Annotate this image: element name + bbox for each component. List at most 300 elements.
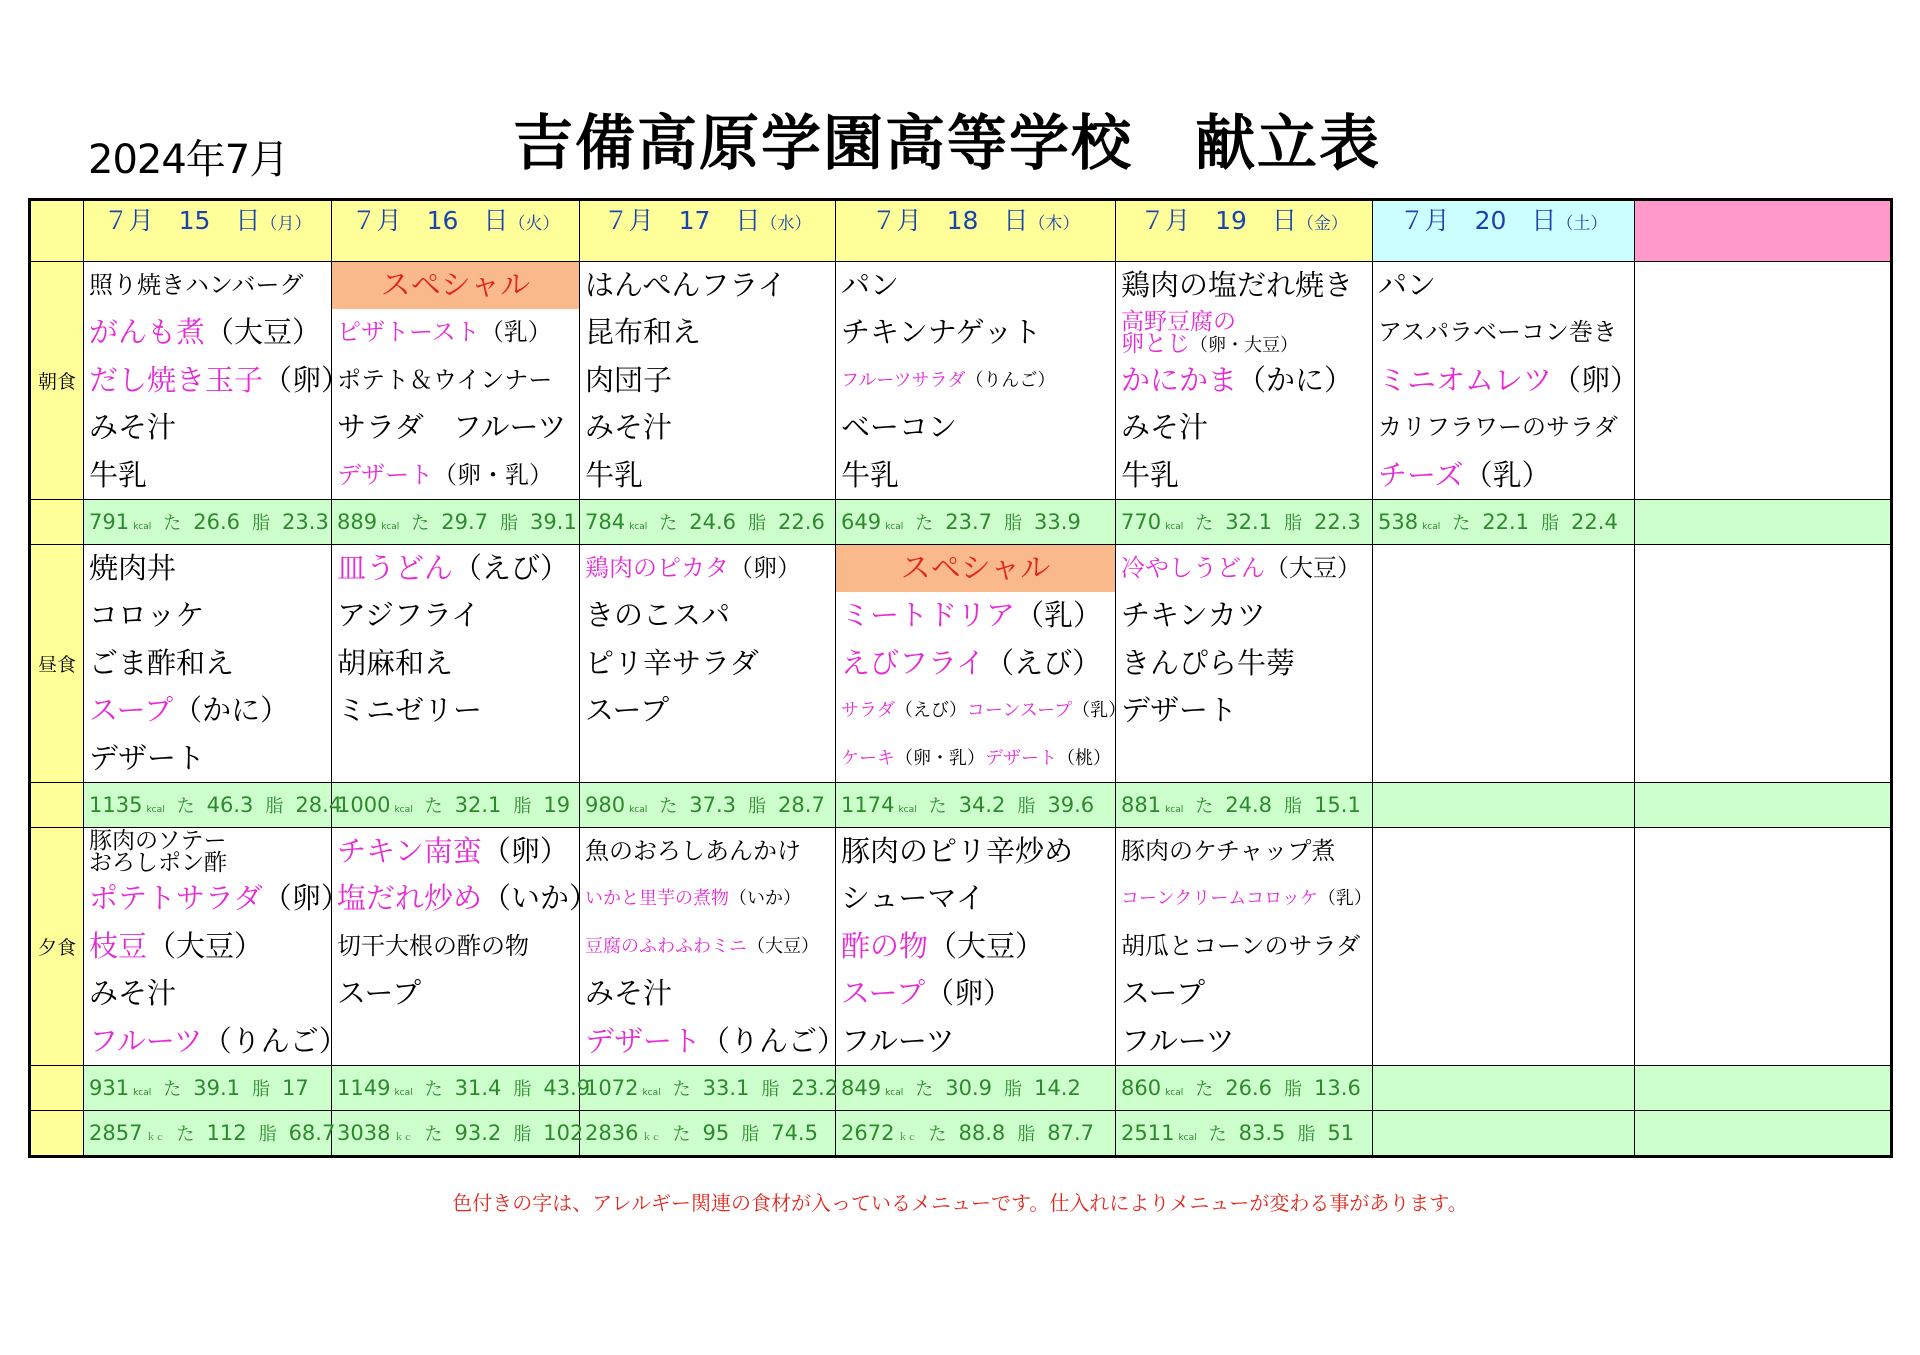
nutrition-values — [332, 1120, 584, 1146]
menu-item-text: パン — [841, 268, 900, 302]
fat-mark: 脂 — [761, 1079, 780, 1100]
kcal-unit: kcal — [1165, 522, 1184, 532]
menu-item-line: 豚肉のソテー — [89, 828, 227, 854]
menu-cell — [836, 545, 1127, 783]
kcal-value: 538 — [1378, 510, 1419, 534]
fat-mark: 脂 — [252, 513, 271, 534]
allergen-item: デザート — [585, 1023, 702, 1058]
menu-item — [332, 875, 599, 922]
nutrition-cell — [1635, 1111, 1892, 1157]
nutrition-cell — [580, 1066, 839, 1111]
nutrition-values — [580, 509, 835, 535]
total-label — [30, 1111, 84, 1157]
page-title: 吉備高原学園高等学校 献立表 — [513, 109, 1381, 179]
menu-item-text: 鶏肉の塩だれ焼き — [1121, 268, 1354, 302]
fat-mark: 脂 — [748, 796, 767, 817]
menu-cell — [84, 545, 332, 783]
month-label: 2024年7月 — [88, 137, 289, 183]
menu-item — [84, 592, 331, 639]
menu-item — [332, 309, 579, 356]
menu-cell — [1635, 828, 1892, 1066]
menu-item-text: みそ汁 — [585, 976, 673, 1011]
kcal-unit: kcal — [1178, 1133, 1197, 1143]
menu-item — [580, 875, 835, 922]
fat-mark: 脂 — [1004, 1079, 1023, 1100]
menu-item — [84, 452, 331, 499]
day-number: 17 — [678, 206, 711, 235]
menu-item — [84, 875, 350, 922]
protein-mark: た — [411, 513, 430, 534]
fat-mark: 脂 — [265, 796, 284, 817]
menu-item — [836, 357, 1115, 404]
kcal-value: 2836 — [585, 1121, 639, 1145]
allergen-note: （りんご） — [202, 1023, 348, 1058]
menu-item — [1373, 262, 1634, 309]
allergen-note: （かに） — [1237, 362, 1354, 397]
day-month: ７月 — [871, 206, 922, 235]
kcal-unit: kcal — [1165, 805, 1184, 815]
menu-item-text: きんぴら牛蒡 — [1121, 645, 1296, 680]
menu-item — [1116, 875, 1372, 922]
fat-value: 43.9 — [543, 1076, 591, 1100]
nutrition-cell — [580, 783, 836, 828]
menu-cell — [1116, 262, 1373, 500]
fat-mark: 脂 — [1284, 513, 1303, 534]
menu-item-text: サラダ フルーツ — [337, 410, 567, 445]
nutrition-values — [1373, 509, 1634, 535]
kcal-value: 1000 — [337, 793, 391, 817]
allergen-note: （いか） — [729, 888, 801, 910]
kcal-unit: ｋｃ — [642, 1133, 661, 1143]
fat-mark: 脂 — [513, 1079, 532, 1100]
nutrition-values — [836, 509, 1115, 535]
menu-item — [332, 640, 579, 687]
menu-item-line: 卵とじ — [1121, 331, 1190, 358]
menu-item — [332, 545, 579, 592]
allergen-item: サラダ — [841, 700, 895, 722]
nutrition-cell — [1116, 1111, 1373, 1157]
allergen-item: 枝豆 — [89, 928, 148, 963]
fat-mark: 脂 — [258, 1124, 277, 1145]
day-of-week: （月） — [260, 214, 312, 234]
menu-item-text: スープ — [585, 693, 670, 728]
menu-item — [84, 309, 331, 356]
menu-item-line: おろしポン酢 — [89, 850, 227, 876]
menu-cell — [84, 262, 351, 500]
menu-item — [836, 970, 1115, 1017]
nutrition-cell — [836, 783, 1116, 828]
meal-row — [30, 262, 1892, 500]
menu-item — [836, 309, 1115, 356]
protein-value: 24.8 — [1225, 793, 1273, 817]
allergen-note: （桃） — [1057, 747, 1111, 769]
extra-header — [1635, 200, 1892, 262]
menu-item-text: みそ汁 — [1121, 410, 1209, 445]
allergen-item: チキン南蛮 — [337, 834, 482, 868]
kcal-unit: kcal — [1165, 1088, 1184, 1098]
menu-item-text: 牛乳 — [841, 457, 900, 492]
menu-item — [1373, 357, 1640, 404]
menu-item — [836, 735, 1115, 782]
day-suffix: 日 — [1271, 206, 1297, 235]
menu-cell — [836, 262, 1116, 500]
kcal-unit: kcal — [133, 1088, 152, 1098]
kcal-value: 860 — [1121, 1076, 1162, 1100]
allergen-item: コーンスープ — [966, 700, 1073, 722]
day-month: ７月 — [1399, 206, 1450, 235]
allergen-item: スープ — [89, 693, 174, 728]
kcal-value: 784 — [585, 510, 626, 534]
menu-item — [1116, 545, 1372, 592]
kcal-unit: ｋｃ — [146, 1133, 165, 1143]
nutrition-values — [836, 1075, 1115, 1101]
kcal-unit: kcal — [885, 1088, 904, 1098]
nutrition-cell — [836, 500, 1116, 545]
fat-value: 33.9 — [1034, 510, 1081, 534]
allergen-note: （乳） — [1317, 888, 1372, 910]
day-number: 20 — [1474, 206, 1507, 235]
day-month: ７月 — [603, 206, 654, 235]
allergen-item: 皿うどん — [337, 551, 454, 585]
menu-item — [84, 735, 331, 782]
meal-row — [30, 545, 1892, 783]
protein-mark: た — [928, 796, 947, 817]
kcal-value: 980 — [585, 793, 626, 817]
nutrition-cell — [836, 1111, 1116, 1157]
menu-item — [580, 923, 835, 970]
menu-item — [1116, 1018, 1372, 1065]
protein-mark: た — [1208, 1124, 1227, 1145]
menu-item-text: フルーツ — [1121, 1023, 1235, 1058]
menu-item — [836, 640, 1115, 687]
protein-mark: た — [176, 796, 195, 817]
allergen-item: スープ — [841, 976, 926, 1011]
menu-item — [84, 1018, 348, 1065]
protein-value: 32.1 — [454, 793, 502, 817]
day-of-week: （土） — [1556, 214, 1608, 234]
day-of-week: （木） — [1028, 214, 1080, 234]
nutrition-cell — [1635, 783, 1892, 828]
allergen-note: （乳） — [1463, 457, 1551, 492]
menu-item — [1116, 923, 1372, 970]
nutrition-cell — [332, 500, 580, 545]
menu-item — [332, 592, 579, 639]
protein-mark: た — [659, 513, 678, 534]
allergen-note: （大豆） — [147, 928, 264, 963]
menu-item-text: 牛乳 — [1121, 457, 1180, 492]
nutrition-cell — [580, 500, 836, 545]
menu-item — [836, 1018, 1115, 1065]
day-header — [332, 200, 580, 262]
nutrition-values — [332, 792, 579, 818]
nutrition-cell — [1373, 1111, 1635, 1157]
protein-value: 23.7 — [945, 510, 993, 534]
kcal-value: 1072 — [585, 1076, 639, 1100]
fat-mark: 脂 — [513, 1124, 532, 1145]
menu-cell — [836, 828, 1116, 1066]
allergen-item: ピザトースト — [337, 318, 480, 347]
nutrition-cell — [1635, 1066, 1892, 1111]
menu-item — [332, 357, 579, 404]
menu-item-text: みそ汁 — [89, 976, 177, 1011]
fat-mark: 脂 — [1284, 796, 1303, 817]
kcal-unit: kcal — [885, 522, 904, 532]
menu-item-text: シューマイ — [841, 881, 985, 916]
protein-value: 29.7 — [441, 510, 489, 534]
nutrition-row — [30, 783, 1892, 828]
menu-item — [1116, 357, 1372, 404]
menu-table — [28, 198, 1893, 1158]
nutrition-values — [332, 509, 579, 535]
allergen-item: いかと里芋の煮物 — [585, 888, 729, 910]
menu-item — [580, 545, 835, 592]
kcal-value: 881 — [1121, 793, 1162, 817]
menu-item-text: ベーコン — [841, 410, 958, 445]
fat-value: 22.3 — [1314, 510, 1361, 534]
fat-mark: 脂 — [748, 513, 767, 534]
protein-mark: た — [424, 1079, 443, 1100]
nutrition-values — [84, 1120, 336, 1146]
nutrition-values — [836, 1120, 1115, 1146]
kcal-value: 849 — [841, 1076, 882, 1100]
menu-item-text: 豚肉のケチャップ煮 — [1121, 837, 1336, 865]
day-number: 15 — [178, 206, 211, 235]
menu-item-text: きのこスパ — [585, 598, 731, 633]
menu-cell — [84, 828, 350, 1066]
menu-item — [836, 828, 1115, 875]
allergen-item: フルーツサラダ — [841, 369, 966, 391]
menu-cell — [1635, 262, 1892, 500]
allergen-note: （卵・乳） — [895, 747, 985, 769]
allergen-item: 冷やしうどん — [1121, 554, 1265, 582]
nutrition-cell — [332, 783, 580, 828]
menu-item-text: みそ汁 — [585, 410, 673, 445]
nutrition-values — [836, 792, 1115, 818]
menu-cell — [1116, 828, 1373, 1066]
allergen-item: がんも煮 — [89, 315, 206, 350]
menu-item — [332, 828, 579, 875]
menu-item-text: アジフライ — [337, 598, 480, 633]
meal-label: 朝食 — [30, 262, 84, 500]
menu-item — [836, 262, 1115, 309]
kcal-value: 2672 — [841, 1121, 895, 1145]
fat-mark: 脂 — [513, 796, 532, 817]
protein-mark: た — [424, 1124, 443, 1145]
menu-item — [332, 687, 579, 734]
menu-item-text: デザート — [89, 740, 206, 775]
menu-item-text: 胡瓜とコーンのサラダ — [1121, 931, 1361, 960]
menu-cell — [1373, 262, 1640, 500]
meal-label: 昼食 — [30, 545, 84, 783]
total-row — [30, 1111, 1892, 1157]
menu-item — [580, 970, 835, 1017]
menu-item-text: パン — [1378, 268, 1437, 302]
protein-value: 37.3 — [689, 793, 737, 817]
protein-mark: た — [163, 1079, 182, 1100]
fat-value: 17 — [282, 1076, 309, 1100]
kcal-unit: kcal — [642, 1088, 661, 1098]
allergen-item: デザート — [337, 460, 433, 489]
fat-value: 23.3 — [282, 510, 329, 534]
protein-mark: た — [424, 796, 443, 817]
day-of-week: （水） — [760, 214, 812, 234]
kcal-value: 770 — [1121, 510, 1162, 534]
nutrition-values — [84, 792, 343, 818]
nutrition-cell — [1116, 783, 1373, 828]
fat-mark: 脂 — [1541, 513, 1560, 534]
protein-mark: た — [672, 1079, 691, 1100]
nutrition-cell — [1373, 500, 1635, 545]
menu-item — [1116, 404, 1372, 451]
fat-value: 39.6 — [1047, 793, 1095, 817]
allergen-item: ケーキ — [841, 747, 895, 769]
nutrition-cell — [580, 1111, 836, 1157]
allergen-note: （大豆） — [747, 935, 819, 957]
menu-item-text: チキンカツ — [1121, 598, 1266, 633]
menu-item-text: 豚肉のピリ辛炒め — [841, 834, 1074, 868]
menu-item — [580, 828, 835, 875]
day-of-week: （火） — [508, 214, 560, 234]
menu-item-text: 切干大根の酢の物 — [337, 931, 529, 960]
kcal-unit: kcal — [394, 1088, 413, 1098]
allergen-note: （卵） — [263, 362, 351, 397]
fat-value: 102 — [543, 1121, 584, 1145]
protein-mark: た — [1452, 513, 1471, 534]
kcal-unit: kcal — [394, 805, 413, 815]
menu-cell — [1373, 828, 1635, 1066]
kcal-value: 2857 — [89, 1121, 143, 1145]
allergen-note: （卵・乳） — [433, 460, 553, 489]
day-header-row — [30, 200, 1892, 262]
menu-item — [84, 404, 331, 451]
day-header — [580, 200, 836, 262]
fat-value: 87.7 — [1047, 1121, 1094, 1145]
allergen-note: （えび） — [985, 645, 1102, 680]
allergy-note: 色付きの字は、アレルギー関連の食材が入っているメニューです。仕入れによりメニューが変わる事があります。 — [452, 1191, 1468, 1215]
nutrition-label — [30, 500, 84, 545]
fat-value: 28.4 — [295, 793, 343, 817]
menu-item-text: みそ汁 — [89, 410, 177, 445]
allergen-note: （大豆） — [928, 928, 1045, 963]
menu-item-text: 照り焼きハンバーグ — [89, 271, 304, 299]
protein-mark: た — [1195, 513, 1214, 534]
fat-value: 51 — [1327, 1121, 1355, 1145]
nutrition-values — [332, 1075, 591, 1101]
nutrition-values — [84, 1075, 331, 1101]
allergen-item: 塩だれ炒め — [337, 881, 483, 916]
menu-item — [84, 687, 331, 734]
protein-value: 33.1 — [702, 1076, 750, 1100]
menu-item — [332, 404, 579, 451]
protein-value: 22.1 — [1482, 510, 1530, 534]
nutrition-cell — [84, 1111, 336, 1157]
allergen-item: かにかま — [1121, 362, 1238, 397]
fat-value: 19 — [543, 793, 571, 817]
kcal-value: 3038 — [337, 1121, 391, 1145]
kcal-unit: kcal — [133, 522, 152, 532]
kcal-unit: kcal — [629, 522, 648, 532]
menu-cell — [332, 545, 580, 783]
kcal-unit: ｋｃ — [898, 1133, 917, 1143]
fat-value: 74.5 — [771, 1121, 818, 1145]
nutrition-row — [30, 500, 1892, 545]
menu-item-text: 牛乳 — [585, 457, 644, 492]
kcal-value: 649 — [841, 510, 882, 534]
menu-item — [1116, 640, 1372, 687]
fat-value: 22.6 — [778, 510, 825, 534]
protein-value: 46.3 — [206, 793, 254, 817]
protein-mark: た — [163, 513, 182, 534]
nutrition-cell — [84, 783, 343, 828]
allergen-item: 酢の物 — [841, 928, 929, 963]
nutrition-cell — [1635, 500, 1892, 545]
allergen-note: （えび） — [894, 700, 967, 722]
nutrition-cell — [836, 1066, 1116, 1111]
nutrition-values — [1116, 792, 1372, 818]
menu-item-text: ポテト＆ウインナー — [337, 365, 553, 394]
menu-item — [84, 970, 331, 1017]
kcal-value: 1174 — [841, 793, 895, 817]
fat-value: 22.4 — [1571, 510, 1618, 534]
allergen-note: （りんご） — [965, 369, 1056, 391]
menu-item — [836, 452, 1115, 499]
day-number: 18 — [946, 206, 979, 235]
menu-item-text: 肉団子 — [585, 362, 673, 397]
menu-item — [84, 357, 351, 404]
allergen-item: 鶏肉のピカタ — [585, 554, 729, 582]
nutrition-values — [580, 792, 835, 818]
allergen-note: （乳） — [1015, 598, 1103, 633]
allergen-item: ミートドリア — [841, 598, 1016, 633]
special-badge: スペシャル — [836, 545, 1115, 592]
protein-value: 26.6 — [1225, 1076, 1273, 1100]
allergen-item: コーンクリームコロッケ — [1121, 888, 1318, 910]
menu-item — [1116, 452, 1372, 499]
menu-item — [836, 404, 1115, 451]
menu-item-text: カリフラワーのサラダ — [1378, 413, 1618, 442]
allergen-note: （乳） — [479, 318, 552, 347]
fat-mark: 脂 — [1017, 1124, 1036, 1145]
allergen-item: ポテトサラダ — [89, 881, 263, 916]
nutrition-cell — [1116, 1066, 1373, 1111]
allergen-note: （卵） — [925, 976, 1013, 1011]
allergen-note: （いか） — [482, 881, 599, 916]
nutrition-values — [580, 1075, 839, 1101]
protein-value: 31.4 — [454, 1076, 502, 1100]
day-suffix: 日 — [235, 206, 261, 235]
protein-value: 112 — [206, 1121, 247, 1145]
meal-label: 夕食 — [30, 828, 84, 1066]
menu-item — [1373, 404, 1634, 451]
nutrition-cell — [1116, 500, 1373, 545]
menu-item-text: スープ — [1121, 976, 1206, 1011]
menu-cell — [332, 262, 580, 500]
allergen-note: （卵） — [481, 834, 569, 868]
protein-mark: た — [672, 1124, 691, 1145]
menu-item — [84, 262, 331, 309]
menu-item-text: ごま酢和え — [89, 645, 235, 680]
menu-item — [332, 923, 579, 970]
fat-mark: 脂 — [741, 1124, 760, 1145]
menu-item — [580, 404, 835, 451]
menu-cell — [1635, 545, 1892, 783]
menu-item-text: チキンナゲット — [841, 315, 1042, 350]
menu-item-text: ピリ辛サラダ — [585, 645, 759, 680]
day-header — [836, 200, 1116, 262]
allergen-note: （大豆） — [205, 315, 322, 350]
allergen-item: チーズ — [1378, 457, 1464, 492]
kcal-value: 889 — [337, 510, 378, 534]
